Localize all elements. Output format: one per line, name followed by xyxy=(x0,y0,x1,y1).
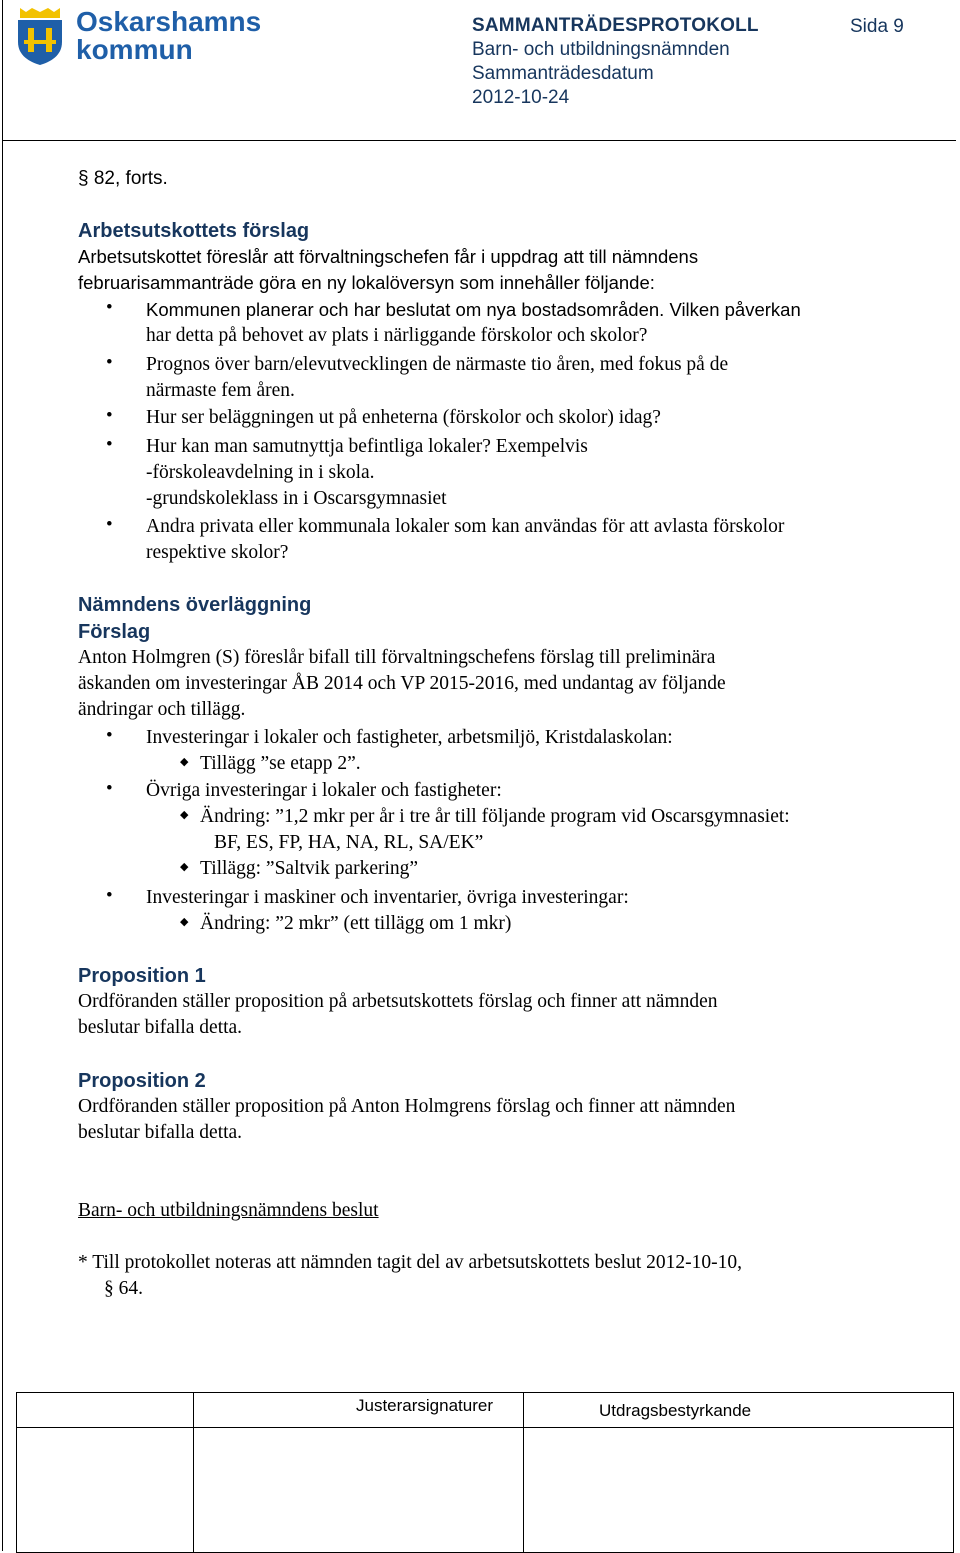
justerare-label: Justerarsignaturer xyxy=(356,1396,494,1415)
invest-bullet-3: Investeringar i maskiner och inventarier, övriga investeringar: xyxy=(146,887,629,908)
au-heading: Arbetsutskottets förslag xyxy=(78,220,310,242)
au-bullet-5: Andra privata eller kommunala lokaler som kan användas för att avlasta förskolor respektive skolor? xyxy=(146,516,785,563)
section-reference: § 82, forts. xyxy=(78,168,168,189)
meeting-date: 2012-10-24 xyxy=(472,87,570,108)
bullet-icon: • xyxy=(106,778,113,799)
au-bullet-4: Hur kan man samutnyttja befintliga lokaler? Exempelvis -förskoleavdelning in i skola. -grundskoleklass in i Oscarsgymnasiet xyxy=(146,436,588,509)
diamond-bullet-icon: ◆ xyxy=(180,755,189,768)
bullet-icon: • xyxy=(106,434,113,455)
coat-of-arms-icon xyxy=(14,4,66,66)
meeting-date-label: Sammanträdesdatum xyxy=(472,63,654,84)
decision-text: * Till protokollet noteras att nämnden tagit del av arbetsutskottets beslut 2012-10-10, § 64. xyxy=(78,1252,742,1299)
bullet-icon: • xyxy=(106,352,113,373)
oskarshamn-logo xyxy=(12,2,262,72)
bullet-icon: • xyxy=(106,297,113,318)
invest-sub-4: Ändring: ”2 mkr” (ett tillägg om 1 mkr) xyxy=(200,913,512,934)
protocol-title: SAMMANTRÄDESPROTOKOLL xyxy=(472,15,759,36)
au-bullet-3: Hur ser beläggningen ut på enheterna (förskolor och skolor) idag? xyxy=(146,407,661,428)
invest-bullet-1: Investeringar i lokaler och fastigheter, arbetsmiljö, Kristdalaskolan: xyxy=(146,727,673,748)
au-bullet-2: Prognos över barn/elevutvecklingen de närmaste tio åren, med fokus på de närmaste fem åren. xyxy=(146,354,729,401)
au-bullet-1: Kommunen planerar och har beslutat om nya bostadsområden. Vilken påverkan har detta på behovet av plats i närliggande förskolor och skolor? xyxy=(146,299,801,346)
invest-sub-1: Tillägg ”se etapp 2”. xyxy=(200,753,361,774)
utdrag-label: Utdragsbestyrkande xyxy=(599,1401,752,1420)
au-intro: Arbetsutskottet föreslår att förvaltningschefen får i uppdrag att till nämndens februarisammanträde göra en ny lokalöversyn som innehåller följande: xyxy=(78,246,699,293)
bullet-icon: • xyxy=(106,725,113,746)
signature-table xyxy=(16,1392,954,1553)
bullet-icon: • xyxy=(106,405,113,426)
header-divider xyxy=(2,140,956,141)
decision-heading: Barn- och utbildningsnämndens beslut xyxy=(78,1200,379,1221)
diamond-bullet-icon: ◆ xyxy=(180,808,189,821)
page-number: Sida 9 xyxy=(850,16,904,37)
proposal-text: Anton Holmgren (S) föreslår bifall till förvaltningschefens förslag till preliminära äskanden om investeringar ÅB 2014 och VP 2015-2016, med undantag av följande ändringar och tillägg. xyxy=(78,647,726,720)
invest-sub-2-cont: BF, ES, FP, HA, NA, RL, SA/EK” xyxy=(214,832,484,853)
bullet-icon: • xyxy=(106,885,113,906)
prop2-heading: Proposition 2 xyxy=(78,1070,206,1092)
invest-bullet-2: Övriga investeringar i lokaler och fastigheter: xyxy=(146,780,502,801)
bullet-icon: • xyxy=(106,514,113,535)
deliberation-heading: Nämndens överläggning xyxy=(78,594,312,616)
committee-name: Barn- och utbildningsnämnden xyxy=(472,39,730,60)
invest-sub-3: Tillägg: ”Saltvik parkering” xyxy=(200,858,419,879)
invest-sub-2: Ändring: ”1,2 mkr per år i tre år till följande program vid Oscarsgymnasiet: xyxy=(200,806,790,827)
protocol-header xyxy=(472,14,759,110)
prop1-heading: Proposition 1 xyxy=(78,965,206,987)
prop1-text: Ordföranden ställer proposition på arbetsutskottets förslag och finner att nämnden beslutar bifalla detta. xyxy=(78,991,718,1038)
diamond-bullet-icon: ◆ xyxy=(180,860,189,873)
prop2-text: Ordföranden ställer proposition på Anton Holmgrens förslag och finner att nämnden beslutar bifalla detta. xyxy=(78,1096,736,1143)
logo-wordmark: Oskarshamns kommun xyxy=(76,6,262,65)
diamond-bullet-icon: ◆ xyxy=(180,915,189,928)
page-left-border xyxy=(2,0,3,1551)
proposal-heading: Förslag xyxy=(78,621,151,643)
